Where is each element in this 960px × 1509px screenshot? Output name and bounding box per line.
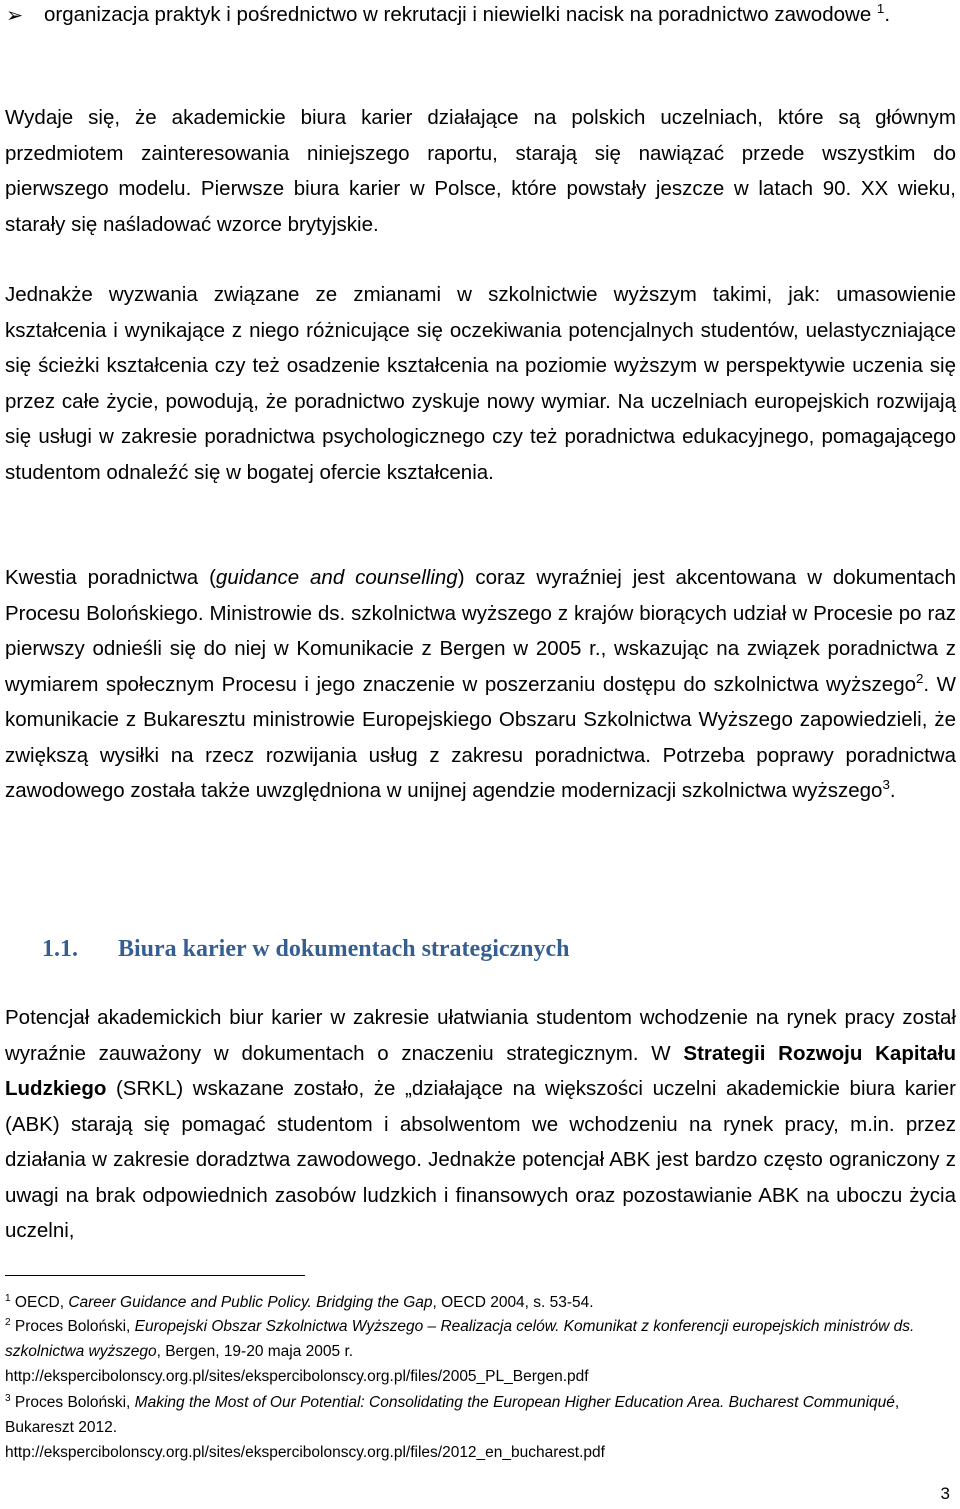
footnote-ref: 1 xyxy=(876,1,885,17)
section-title: Biura karier w dokumentach strategicznych xyxy=(118,936,570,962)
page-number: 3 xyxy=(940,1484,950,1503)
section-heading xyxy=(42,936,570,963)
section-number: 1.1. xyxy=(42,936,78,962)
arrow-bullet-icon: ➢ xyxy=(6,4,24,27)
paragraph-bologna: Kwestia poradnictwa (guidance and counselling) coraz wyraźniej jest akcentowana w dokumentach Procesu Bolońskiego. Ministrowie ds. szkolnictwa wyższego z krajów biorących udział w Procesie po raz pierwszy odnieśli się do niej w Komunikacie z Bergen w 2005 r., wskazując na związek poradnictwa z wymiarem społecznym Procesu i jego znaczenie w poszerzaniu dostępu do szkolnictwa wyższego$^2$. W komunikacie z Bukaresztu ministrowie Europejskiego Obszaru Szkolnictwa Wyższego zapowiedzieli, że zwiększą wysiłki na rzecz rozwijania usług z zakresu poradnictwa. Potrzeba poprawy poradnictwa zawodowego została także uwzględniona w unijnej agendzie modernizacji szkolnictwa wyższego$^3$. xyxy=(5,566,956,802)
bullet-text: organizacja praktyk i pośrednictwo w rekrutacji i niewielki nacisk na poradnictwo zawodowe $^1$. xyxy=(44,1,891,26)
paragraph-model: Wydaje się, że akademickie biura karier działające na polskich uczelniach, które są głównym przedmiotem zainteresowania niniejszego raportu, starają się nawiązać przede wszystkim do pierwszego modelu. Pierwsze biura karier w Polsce, które powstały jeszcze w latach 90. XX wieku, starały się naśladować wzorce brytyjskie. xyxy=(5,106,956,236)
paragraph-strategy: Potencjał akademickich biur karier w zakresie ułatwiania studentom wchodzenie na rynek pracy został wyraźnie zauważony w dokumentach o znaczeniu strategicznym. W Strategii Rozwoju Kapitału Ludzkiego (SRKL) wskazane zostało, że „działające na większości uczelni akademickie biura karier (ABK) starają się pomagać studentom i absolwentom we wchodzeniu na rynek pracy, m.in. przez działania w zakresie doradztwa zawodowego. Jednakże potencjał ABK jest bardzo często ograniczony z uwagi na brak odpowiednich zasobów ludzkich i finansowych oraz pozostawianie ABK na uboczu życia uczelni, xyxy=(5,1006,957,1242)
footnote-link[interactable]: http://ekspercibolonscy.org.pl/sites/ekspercibolonscy.org.pl/files/2005_PL_Bergen.pdf xyxy=(5,1368,589,1385)
footnote-divider xyxy=(5,1275,305,1276)
footnote-1: $^1$ OECD, Career Guidance and Public Policy. Bridging the Gap, OECD 2004, s. 53-54. xyxy=(5,1292,594,1311)
footnote-2: $^2$ Proces Boloński, Europejski Obszar Szkolnictwa Wyższego – Realizacja celów. Komunikat z konferencji europejskich ministrów ds. szkolnictwa wyższego, Bergen, 19-20 maja 2005 r. http://ekspercibolonscy.org.pl/sites/ekspercibolonscy.org.pl/files/2005_PL_Bergen.pdf xyxy=(5,1314,956,1389)
footnote-ref: 3 xyxy=(882,777,890,793)
paragraph-challenges: Jednakże wyzwania związane ze zmianami w szkolnictwie wyższym takimi, jak: umasowienie kształcenia i wynikające z niego różnicujące się oczekiwania potencjalnych studentów, uelastyczniające się ścieżki kształcenia czy też osadzenie kształcenia na poziomie wyższym w perspektywie uczenia się przez całe życie, powodują, że poradnictwo zyskuje nowy wymiar. Na uczelniach europejskich rozwijają się usługi w zakresie poradnictwa psychologicznego czy też poradnictwa edukacyjnego, pomagającego studentom odnaleźć się w bogatej ofercie kształcenia. xyxy=(5,283,956,484)
footnote-ref: 2 xyxy=(916,670,924,686)
footnote-link[interactable]: http://ekspercibolonscy.org.pl/sites/ekspercibolonscy.org.pl/files/2012_en_bucharest.pdf xyxy=(5,1444,605,1461)
footnote-3: $^3$ Proces Boloński, Making the Most of Our Potential: Consolidating the European Higher Education Area. Bucharest Communiqué, Bukareszt 2012. http://ekspercibolonscy.org.pl/sites/ekspercibolonscy.org.pl/files/2012_en_bucharest.pdf xyxy=(5,1390,956,1465)
